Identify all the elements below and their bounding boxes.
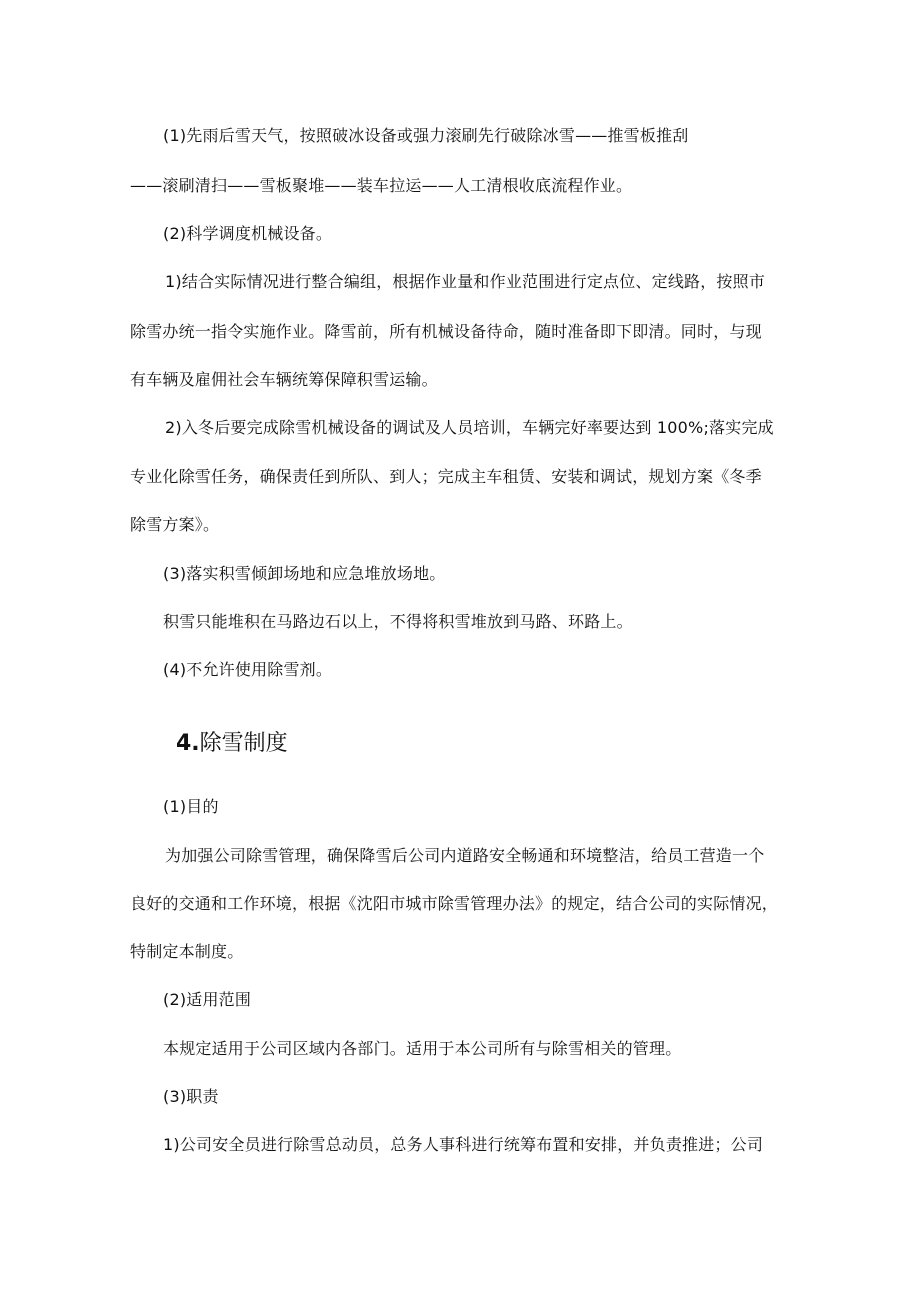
paragraph-line: 有车辆及雇佣社会车辆统筹保障积雪运输。 xyxy=(130,370,438,389)
paragraph-line: 除雪办统一指令实施作业。降雪前，所有机械设备待命，随时准备即下即清。同时，与现 xyxy=(130,322,762,341)
paragraph-line: ——滚刷清扫——雪板聚堆——装车拉运——人工清根收底流程作业。 xyxy=(130,176,633,195)
section-number: 4. xyxy=(176,731,200,756)
paragraph-line: 1)结合实际情况进行整合编组，根据作业量和作业范围进行定点位、定线路，按照市 xyxy=(165,272,766,291)
paragraph-line: 积雪只能堆积在马路边石以上，不得将积雪堆放到马路、环路上。 xyxy=(163,612,633,631)
paragraph-line: (1)先雨后雪天气，按照破冰设备或强力滚刷先行破除冰雪——推雪板推刮 xyxy=(163,126,689,145)
paragraph-line: 除雪方案》。 xyxy=(130,515,220,534)
paragraph-line: 特制定本制度。 xyxy=(130,942,244,961)
section-heading xyxy=(176,729,288,759)
paragraph-line: (2)科学调度机械设备。 xyxy=(163,224,333,243)
section-title: 除雪制度 xyxy=(199,731,288,756)
subsection-title: (1)目的 xyxy=(163,797,219,816)
paragraph-line: 良好的交通和工作环境，根据《沈阳市城市除雪管理办法》的规定，结合公司的实际情况， xyxy=(130,894,779,913)
paragraph-line: 1)公司安全员进行除雪总动员，总务人事科进行统筹布置和安排，并负责推进；公司 xyxy=(163,1135,764,1154)
subsection-title: (3)职责 xyxy=(163,1087,219,1106)
paragraph-line: 2)入冬后要完成除雪机械设备的调试及人员培训，车辆完好率要达到 100%;落实完成 xyxy=(165,418,774,437)
paragraph-line: 本规定适用于公司区域内各部门。适用于本公司所有与除雪相关的管理。 xyxy=(163,1039,682,1058)
paragraph-line: (4)不允许使用除雪剂。 xyxy=(163,660,333,679)
paragraph-line: 为加强公司除雪管理，确保降雪后公司内道路安全畅通和环境整洁，给员工营造一个 xyxy=(165,846,765,865)
paragraph-line: (3)落实积雪倾卸场地和应急堆放场地。 xyxy=(163,564,446,583)
paragraph-line: 专业化除雪任务，确保责任到所队、到人；完成主车租赁、安装和调试，规划方案《冬季 xyxy=(130,467,762,486)
subsection-title: (2)适用范围 xyxy=(163,990,252,1009)
